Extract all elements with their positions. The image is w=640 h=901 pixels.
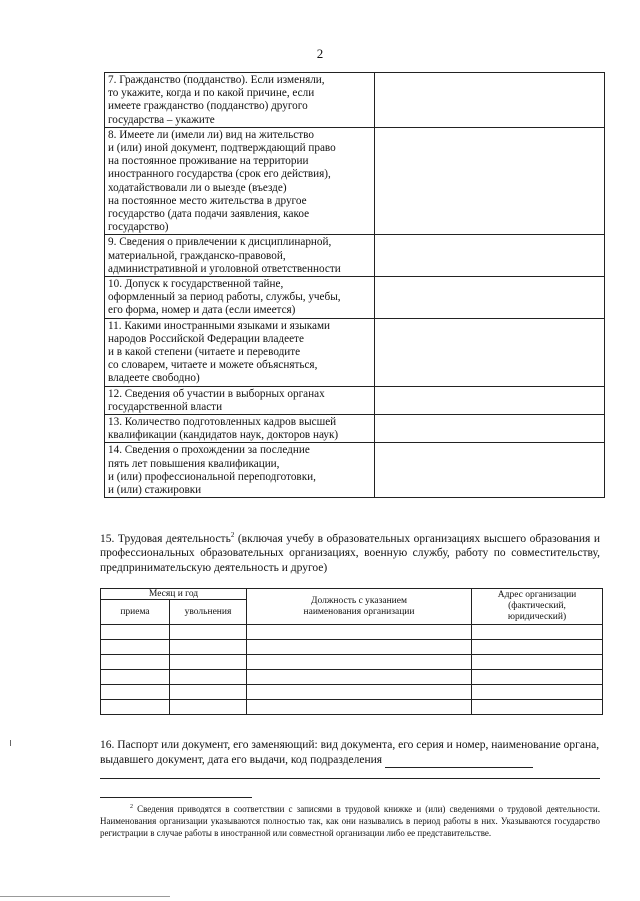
work-cell[interactable] [170, 670, 247, 685]
question-row [105, 386, 605, 414]
work-cell[interactable] [472, 685, 603, 700]
question-label [105, 415, 375, 443]
work-cell[interactable] [170, 640, 247, 655]
question-line: его форма, номер и дата (если имеется) [108, 304, 296, 317]
answer-field[interactable] [375, 235, 605, 277]
work-history-table [100, 588, 603, 715]
work-cell[interactable] [170, 625, 247, 640]
answer-field[interactable] [375, 73, 605, 128]
question-line: и (или) иной документ, подтверждающий право [108, 142, 336, 155]
answer-field[interactable] [375, 415, 605, 443]
question-row [105, 277, 605, 319]
work-row [101, 625, 603, 640]
work-row [101, 700, 603, 715]
question-label [105, 127, 375, 235]
question-line: и (или) стажировки [108, 484, 202, 497]
work-cell[interactable] [247, 640, 472, 655]
work-cell[interactable] [247, 700, 472, 715]
question-line: и (или) профессиональной переподготовки, [108, 470, 316, 483]
question-line: владеете свободно) [108, 372, 200, 385]
questionnaire-table [104, 72, 605, 498]
margin-mark [10, 740, 11, 746]
question-line: 12. Сведения об участии в выборных органах [108, 387, 325, 400]
footnote [100, 801, 600, 839]
question-row [105, 318, 605, 386]
question-line: материальной, гражданско-правовой, [108, 249, 286, 262]
question-line: пять лет повышения квалификации, [108, 457, 280, 470]
question-row [105, 235, 605, 277]
question-line: имеете гражданство (подданство) другого [108, 100, 308, 113]
question-line: государства – укажите [108, 113, 215, 126]
hire-header: приема [101, 600, 170, 625]
question-row [105, 443, 605, 498]
question-line: и в какой степени (читаете и переводите [108, 346, 301, 359]
work-cell[interactable] [101, 640, 170, 655]
work-cell[interactable] [247, 625, 472, 640]
section-15-heading [100, 528, 600, 575]
answer-field[interactable] [375, 277, 605, 319]
question-line: то укажите, когда и по какой причине, если [108, 87, 315, 100]
answer-field[interactable] [375, 318, 605, 386]
address-header-line: Адрес организации [497, 590, 577, 600]
answer-field[interactable] [375, 443, 605, 498]
question-label [105, 386, 375, 414]
question-line: иностранного государства (срок его действия), [108, 168, 331, 181]
question-label [105, 73, 375, 128]
work-cell[interactable] [247, 685, 472, 700]
address-header-line: (фактический, [508, 601, 566, 611]
question-label [105, 443, 375, 498]
footnote-mark: 2 [130, 804, 133, 810]
question-label [105, 318, 375, 386]
passport-input-line[interactable] [385, 755, 533, 768]
answer-field[interactable] [375, 386, 605, 414]
question-line: оформленный за период работы, службы, учебы, [108, 291, 341, 304]
footnote-indent [100, 804, 133, 814]
page-number: 2 [316, 46, 324, 61]
question-row [105, 73, 605, 128]
question-line: 8. Имеете ли (имели ли) вид на жительство [108, 128, 314, 141]
passport-continuation-line[interactable] [100, 778, 600, 779]
question-line: 10. Допуск к государственной тайне, [108, 278, 284, 291]
question-line: народов Российской Федерации владеете [108, 332, 304, 345]
question-row [105, 127, 605, 235]
work-row [101, 655, 603, 670]
address-header [472, 589, 603, 625]
question-line: 13. Количество подготовленных кадров высшей [108, 416, 337, 429]
question-line: со словарем, читаете и можете объясняться, [108, 359, 318, 372]
work-cell[interactable] [472, 655, 603, 670]
work-cell[interactable] [472, 700, 603, 715]
work-cell[interactable] [101, 700, 170, 715]
question-line: 11. Какими иностранными языками и языками [108, 319, 331, 332]
work-row [101, 670, 603, 685]
question-line: квалификации (кандидатов наук, докторов наук) [108, 429, 339, 442]
work-cell[interactable] [101, 625, 170, 640]
question-line: ходатайствовали ли о выезде (въезде) [108, 181, 287, 194]
question-line: на постоянное проживание на территории [108, 155, 309, 168]
work-cell[interactable] [472, 640, 603, 655]
question-line: государство (дата подачи заявления, какое [108, 208, 310, 221]
section-16-text: 16. Паспорт или документ, его заменяющий: вид документа, его серия и номер, наименование органа, выдавшего документ, дата его выдачи, код подразделения [100, 739, 600, 766]
work-row [101, 640, 603, 655]
work-cell[interactable] [101, 670, 170, 685]
work-cell[interactable] [247, 670, 472, 685]
question-line: государство) [108, 221, 169, 234]
work-cell[interactable] [472, 625, 603, 640]
section-15-description: (включая учебу в образовательных организациях высшего образования и профессиональных образовательных организациях, военную службу, работу по совместительству, предпринимательскую деятельность и другое) [100, 532, 600, 574]
section-15-title: 15. Трудовая деятельность [100, 532, 231, 545]
position-header-line: Должность с указанием [311, 595, 407, 606]
position-header [247, 589, 472, 625]
bottom-edge-line [0, 896, 170, 897]
question-row [105, 415, 605, 443]
work-cell[interactable] [472, 670, 603, 685]
month-year-header: Месяц и год [101, 589, 247, 600]
section-16 [100, 738, 600, 768]
work-cell[interactable] [101, 655, 170, 670]
question-line: 14. Сведения о прохождении за последние [108, 444, 310, 457]
work-cell[interactable] [101, 685, 170, 700]
answer-field[interactable] [375, 127, 605, 235]
question-line: на постоянное место жительства в другое [108, 194, 307, 207]
question-line: 9. Сведения о привлечении к дисциплинарной, [108, 236, 332, 249]
question-line: 7. Гражданство (подданство). Если изменяли, [108, 74, 325, 86]
footnote-separator [100, 797, 252, 798]
position-header-line: наименования организации [303, 606, 415, 617]
question-label [105, 277, 375, 319]
question-line: административной и уголовной ответственности [108, 262, 341, 275]
work-cell[interactable] [170, 655, 247, 670]
work-row [101, 685, 603, 700]
footnote-ref: 2 [230, 531, 235, 539]
address-header-line: юридический) [507, 612, 567, 622]
dismissal-header: увольнения [170, 600, 247, 625]
work-cell[interactable] [170, 700, 247, 715]
footnote-text: Сведения приводятся в соответствии с записями в трудовой книжке и (или) сведениями о трудовой деятельности. Наименования организации указываются полностью так, как они назывались в период работы в них. Указываются государство регистрации в случае работы в иностранной или совместной организации либо ее представительстве. [100, 804, 600, 838]
question-label [105, 235, 375, 277]
work-cell[interactable] [247, 655, 472, 670]
question-line: государственной власти [108, 400, 223, 413]
work-cell[interactable] [170, 685, 247, 700]
